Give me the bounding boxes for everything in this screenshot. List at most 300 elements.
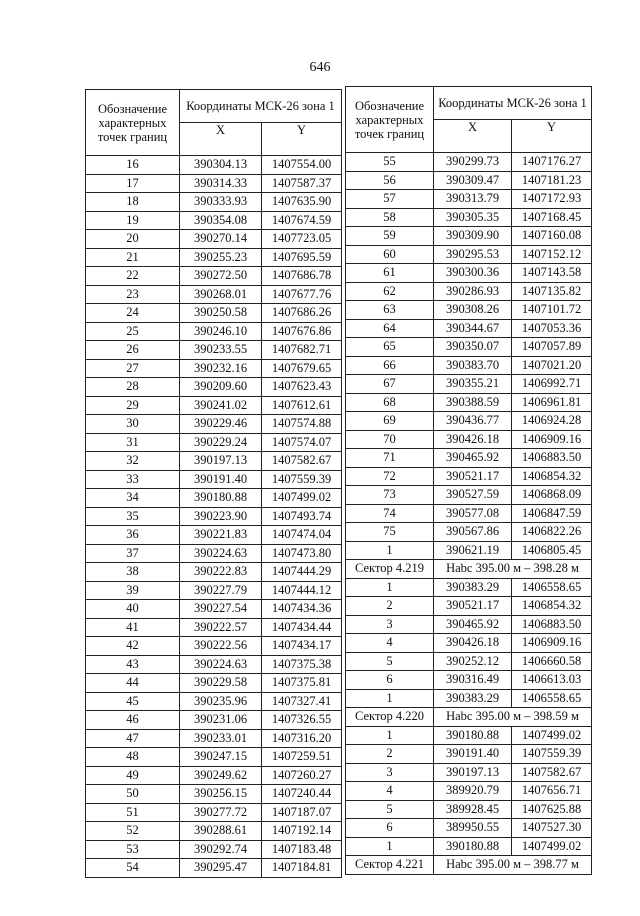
y-coordinate-cell: 1407625.88 — [512, 800, 592, 819]
point-id-cell: 4 — [346, 634, 434, 653]
y-coordinate-cell: 1407674.59 — [262, 211, 342, 230]
sector-row — [346, 856, 592, 875]
table-row — [346, 412, 592, 431]
x-coordinate-cell: 390209.60 — [180, 378, 262, 397]
table-row — [86, 433, 342, 452]
table-row — [346, 800, 592, 819]
point-id-cell: 43 — [86, 655, 180, 674]
altitude-range-cell: Нabc 395.00 м – 398.77 м — [434, 856, 592, 875]
point-id-cell: 42 — [86, 637, 180, 656]
y-coordinate-cell: 1407053.36 — [512, 319, 592, 338]
table-row — [86, 174, 342, 193]
x-coordinate-cell: 390309.47 — [434, 171, 512, 190]
table-row — [346, 208, 592, 227]
y-coordinate-cell: 1407444.29 — [262, 563, 342, 582]
y-coordinate-cell: 1407434.17 — [262, 637, 342, 656]
table-row — [346, 819, 592, 838]
table-row — [346, 245, 592, 264]
y-coordinate-cell: 1407375.38 — [262, 655, 342, 674]
y-coordinate-cell: 1406805.45 — [512, 541, 592, 560]
table-row — [346, 504, 592, 523]
sector-name-cell: Сектор 4.219 — [346, 560, 434, 579]
y-coordinate-cell: 1407679.65 — [262, 359, 342, 378]
y-coordinate-cell: 1407326.55 — [262, 711, 342, 730]
y-coordinate-cell: 1406992.71 — [512, 375, 592, 394]
point-id-cell: 71 — [346, 449, 434, 468]
point-id-cell: 29 — [86, 396, 180, 415]
y-coordinate-cell: 1407168.45 — [512, 208, 592, 227]
y-coordinate-cell: 1407183.48 — [262, 840, 342, 859]
y-coordinate-cell: 1407327.41 — [262, 692, 342, 711]
table-row — [86, 785, 342, 804]
table-row — [346, 171, 592, 190]
y-coordinate-cell: 1407723.05 — [262, 230, 342, 249]
x-coordinate-cell: 390333.93 — [180, 193, 262, 212]
y-coordinate-cell: 1407554.00 — [262, 156, 342, 175]
x-coordinate-cell: 390223.90 — [180, 507, 262, 526]
x-coordinate-cell: 390272.50 — [180, 267, 262, 286]
y-coordinate-cell: 1406613.03 — [512, 671, 592, 690]
point-id-cell: 38 — [86, 563, 180, 582]
table-row — [86, 526, 342, 545]
altitude-range-cell: Нabc 395.00 м – 398.28 м — [434, 560, 592, 579]
y-coordinate-cell: 1407375.81 — [262, 674, 342, 693]
y-coordinate-cell: 1407260.27 — [262, 766, 342, 785]
y-coordinate-cell: 1407559.39 — [262, 470, 342, 489]
point-id-cell: 6 — [346, 671, 434, 690]
x-coordinate-cell: 390383.29 — [434, 689, 512, 708]
table-row — [86, 618, 342, 637]
x-coordinate-cell: 390426.18 — [434, 634, 512, 653]
x-coordinate-cell: 390465.92 — [434, 615, 512, 634]
x-coordinate-cell: 390255.23 — [180, 248, 262, 267]
table-row — [86, 822, 342, 841]
y-coordinate-cell: 1407574.07 — [262, 433, 342, 452]
point-id-cell: 5 — [346, 652, 434, 671]
table-row — [346, 671, 592, 690]
x-coordinate-cell: 390292.74 — [180, 840, 262, 859]
y-coordinate-cell: 1406660.58 — [512, 652, 592, 671]
x-coordinate-cell: 390383.29 — [434, 578, 512, 597]
x-coordinate-cell: 390621.19 — [434, 541, 512, 560]
point-designation-header: Обозначение характерных точек границ — [346, 87, 434, 153]
y-coordinate-cell: 1407582.67 — [262, 452, 342, 471]
x-coordinate-cell: 390197.13 — [434, 763, 512, 782]
y-coordinate-cell: 1407682.71 — [262, 341, 342, 360]
table-row — [346, 689, 592, 708]
point-id-cell: 30 — [86, 415, 180, 434]
point-id-cell: 48 — [86, 748, 180, 767]
x-coordinate-cell: 390191.40 — [434, 745, 512, 764]
point-designation-header: Обозначение характерных точек границ — [86, 90, 180, 156]
point-id-cell: 49 — [86, 766, 180, 785]
y-coordinate-cell: 1406909.16 — [512, 634, 592, 653]
y-coordinate-cell: 1407176.27 — [512, 153, 592, 172]
y-column-header: Y — [512, 120, 592, 153]
x-coordinate-cell: 390229.46 — [180, 415, 262, 434]
coordinates-table-right — [345, 86, 592, 875]
x-coordinate-cell: 390227.54 — [180, 600, 262, 619]
x-coordinate-cell: 389950.55 — [434, 819, 512, 838]
table-row — [86, 803, 342, 822]
table-row — [346, 837, 592, 856]
y-coordinate-cell: 1407152.12 — [512, 245, 592, 264]
table-row — [86, 248, 342, 267]
x-coordinate-cell: 390232.16 — [180, 359, 262, 378]
point-id-cell: 61 — [346, 264, 434, 283]
y-coordinate-cell: 1407316.20 — [262, 729, 342, 748]
point-id-cell: 1 — [346, 541, 434, 560]
x-coordinate-cell: 390286.93 — [434, 282, 512, 301]
x-coordinate-cell: 390224.63 — [180, 655, 262, 674]
table-body-right — [346, 153, 592, 875]
point-id-cell: 57 — [346, 190, 434, 209]
point-id-cell: 47 — [86, 729, 180, 748]
point-id-cell: 51 — [86, 803, 180, 822]
x-coordinate-cell: 390222.57 — [180, 618, 262, 637]
x-coordinate-cell: 390224.63 — [180, 544, 262, 563]
y-coordinate-cell: 1407259.51 — [262, 748, 342, 767]
point-id-cell: 74 — [346, 504, 434, 523]
x-coordinate-cell: 390309.90 — [434, 227, 512, 246]
y-coordinate-cell: 1407527.30 — [512, 819, 592, 838]
table-row — [346, 449, 592, 468]
table-row — [346, 430, 592, 449]
x-coordinate-cell: 390305.35 — [434, 208, 512, 227]
table-row — [346, 301, 592, 320]
point-id-cell: 31 — [86, 433, 180, 452]
x-coordinate-cell: 390277.72 — [180, 803, 262, 822]
sector-name-cell: Сектор 4.221 — [346, 856, 434, 875]
y-coordinate-cell: 1407143.58 — [512, 264, 592, 283]
point-id-cell: 45 — [86, 692, 180, 711]
y-coordinate-cell: 1407587.37 — [262, 174, 342, 193]
y-coordinate-cell: 1407686.26 — [262, 304, 342, 323]
point-id-cell: 66 — [346, 356, 434, 375]
x-coordinate-cell: 390577.08 — [434, 504, 512, 523]
x-coordinate-cell: 390288.61 — [180, 822, 262, 841]
sector-name-cell: Сектор 4.220 — [346, 708, 434, 727]
point-id-cell: 36 — [86, 526, 180, 545]
y-coordinate-cell: 1407474.04 — [262, 526, 342, 545]
table-row — [346, 153, 592, 172]
point-id-cell: 40 — [86, 600, 180, 619]
y-coordinate-cell: 1406558.65 — [512, 689, 592, 708]
table-row — [346, 652, 592, 671]
table-row — [86, 230, 342, 249]
point-id-cell: 3 — [346, 763, 434, 782]
point-id-cell: 18 — [86, 193, 180, 212]
point-id-cell: 24 — [86, 304, 180, 323]
y-coordinate-cell: 1407192.14 — [262, 822, 342, 841]
table-row — [86, 729, 342, 748]
y-coordinate-cell: 1407434.44 — [262, 618, 342, 637]
point-id-cell: 6 — [346, 819, 434, 838]
x-coordinate-cell: 390304.13 — [180, 156, 262, 175]
table-row — [86, 674, 342, 693]
table-row — [86, 304, 342, 323]
x-coordinate-cell: 390295.53 — [434, 245, 512, 264]
y-coordinate-cell: 1407057.89 — [512, 338, 592, 357]
x-coordinate-cell: 390350.07 — [434, 338, 512, 357]
x-coordinate-cell: 390231.06 — [180, 711, 262, 730]
x-coordinate-cell: 390314.33 — [180, 174, 262, 193]
point-id-cell: 5 — [346, 800, 434, 819]
x-coordinate-cell: 390221.83 — [180, 526, 262, 545]
point-id-cell: 63 — [346, 301, 434, 320]
table-row — [86, 359, 342, 378]
y-coordinate-cell: 1406883.50 — [512, 615, 592, 634]
x-coordinate-cell: 390426.18 — [434, 430, 512, 449]
x-coordinate-cell: 390233.55 — [180, 341, 262, 360]
table-row — [86, 581, 342, 600]
x-coordinate-cell: 390436.77 — [434, 412, 512, 431]
x-coordinate-cell: 390229.24 — [180, 433, 262, 452]
point-id-cell: 68 — [346, 393, 434, 412]
y-coordinate-cell: 1407559.39 — [512, 745, 592, 764]
point-id-cell: 64 — [346, 319, 434, 338]
point-id-cell: 52 — [86, 822, 180, 841]
x-coordinate-cell: 390229.58 — [180, 674, 262, 693]
y-coordinate-cell: 1407172.93 — [512, 190, 592, 209]
point-id-cell: 21 — [86, 248, 180, 267]
y-coordinate-cell: 1406822.26 — [512, 523, 592, 542]
point-id-cell: 72 — [346, 467, 434, 486]
x-coordinate-cell: 390344.67 — [434, 319, 512, 338]
y-coordinate-cell: 1407493.74 — [262, 507, 342, 526]
y-coordinate-cell: 1407135.82 — [512, 282, 592, 301]
point-id-cell: 54 — [86, 859, 180, 878]
point-id-cell: 37 — [86, 544, 180, 563]
y-coordinate-cell: 1406854.32 — [512, 467, 592, 486]
table-row — [346, 190, 592, 209]
y-coordinate-cell: 1407677.76 — [262, 285, 342, 304]
table-row — [86, 544, 342, 563]
point-id-cell: 55 — [346, 153, 434, 172]
x-coordinate-cell: 390567.86 — [434, 523, 512, 542]
point-id-cell: 67 — [346, 375, 434, 394]
y-coordinate-cell: 1406854.32 — [512, 597, 592, 616]
table-row — [346, 745, 592, 764]
table-row — [86, 211, 342, 230]
point-id-cell: 35 — [86, 507, 180, 526]
y-coordinate-cell: 1407656.71 — [512, 782, 592, 801]
y-coordinate-cell: 1407612.61 — [262, 396, 342, 415]
x-coordinate-cell: 390222.56 — [180, 637, 262, 656]
table-row — [86, 600, 342, 619]
coordinates-table-left — [85, 89, 342, 878]
x-coordinate-cell: 390180.88 — [434, 837, 512, 856]
page-number: 646 — [309, 60, 331, 75]
x-coordinate-cell: 390299.73 — [434, 153, 512, 172]
point-id-cell: 1 — [346, 726, 434, 745]
y-coordinate-cell: 1407499.02 — [262, 489, 342, 508]
table-row — [346, 578, 592, 597]
x-coordinate-cell: 390295.47 — [180, 859, 262, 878]
point-id-cell: 26 — [86, 341, 180, 360]
x-coordinate-cell: 390268.01 — [180, 285, 262, 304]
y-coordinate-cell: 1407635.90 — [262, 193, 342, 212]
table-row — [86, 507, 342, 526]
point-id-cell: 2 — [346, 597, 434, 616]
point-id-cell: 28 — [86, 378, 180, 397]
sector-row — [346, 560, 592, 579]
point-id-cell: 56 — [346, 171, 434, 190]
y-coordinate-cell: 1406558.65 — [512, 578, 592, 597]
table-row — [346, 319, 592, 338]
x-coordinate-cell: 390249.62 — [180, 766, 262, 785]
x-coordinate-cell: 390235.96 — [180, 692, 262, 711]
x-coordinate-cell: 390300.36 — [434, 264, 512, 283]
y-coordinate-cell: 1407686.78 — [262, 267, 342, 286]
y-coordinate-cell: 1406961.81 — [512, 393, 592, 412]
point-id-cell: 58 — [346, 208, 434, 227]
point-id-cell: 17 — [86, 174, 180, 193]
table-row — [86, 341, 342, 360]
table-row — [346, 523, 592, 542]
x-coordinate-cell: 390527.59 — [434, 486, 512, 505]
x-coordinate-cell: 390308.26 — [434, 301, 512, 320]
point-id-cell: 32 — [86, 452, 180, 471]
point-id-cell: 46 — [86, 711, 180, 730]
x-coordinate-cell: 390191.40 — [180, 470, 262, 489]
x-coordinate-cell: 390521.17 — [434, 597, 512, 616]
table-row — [346, 264, 592, 283]
point-id-cell: 50 — [86, 785, 180, 804]
table-row — [86, 322, 342, 341]
x-column-header: X — [180, 123, 262, 156]
x-coordinate-cell: 390465.92 — [434, 449, 512, 468]
table-row — [86, 748, 342, 767]
table-row — [86, 655, 342, 674]
x-coordinate-cell: 390316.49 — [434, 671, 512, 690]
y-coordinate-cell: 1407473.80 — [262, 544, 342, 563]
point-id-cell: 1 — [346, 578, 434, 597]
y-coordinate-cell: 1406883.50 — [512, 449, 592, 468]
x-coordinate-cell: 390355.21 — [434, 375, 512, 394]
point-id-cell: 62 — [346, 282, 434, 301]
table-row — [86, 766, 342, 785]
table-row — [346, 282, 592, 301]
table-row — [346, 375, 592, 394]
table-row — [86, 859, 342, 878]
point-id-cell: 53 — [86, 840, 180, 859]
x-coordinate-cell: 390521.17 — [434, 467, 512, 486]
point-id-cell: 19 — [86, 211, 180, 230]
x-coordinate-cell: 390250.58 — [180, 304, 262, 323]
table-row — [86, 470, 342, 489]
table-row — [346, 782, 592, 801]
point-id-cell: 1 — [346, 837, 434, 856]
x-coordinate-cell: 390270.14 — [180, 230, 262, 249]
point-id-cell: 44 — [86, 674, 180, 693]
table-row — [86, 396, 342, 415]
y-coordinate-cell: 1407695.59 — [262, 248, 342, 267]
y-coordinate-cell: 1407187.07 — [262, 803, 342, 822]
point-id-cell: 73 — [346, 486, 434, 505]
x-coordinate-cell: 390180.88 — [434, 726, 512, 745]
x-coordinate-cell: 389920.79 — [434, 782, 512, 801]
point-id-cell: 59 — [346, 227, 434, 246]
table-row — [86, 840, 342, 859]
point-id-cell: 70 — [346, 430, 434, 449]
x-coordinate-cell: 390222.83 — [180, 563, 262, 582]
x-coordinate-cell: 390246.10 — [180, 322, 262, 341]
y-coordinate-cell: 1406909.16 — [512, 430, 592, 449]
x-coordinate-cell: 389928.45 — [434, 800, 512, 819]
point-id-cell: 69 — [346, 412, 434, 431]
x-column-header: X — [434, 120, 512, 153]
point-id-cell: 16 — [86, 156, 180, 175]
point-id-cell: 33 — [86, 470, 180, 489]
table-row — [86, 378, 342, 397]
x-coordinate-cell: 390241.02 — [180, 396, 262, 415]
point-id-cell: 22 — [86, 267, 180, 286]
table-row — [346, 763, 592, 782]
y-coordinate-cell: 1407574.88 — [262, 415, 342, 434]
table-row — [86, 267, 342, 286]
table-row — [86, 563, 342, 582]
y-coordinate-cell: 1407499.02 — [512, 726, 592, 745]
x-coordinate-cell: 390233.01 — [180, 729, 262, 748]
y-column-header: Y — [262, 123, 342, 156]
table-row — [346, 486, 592, 505]
point-id-cell: 2 — [346, 745, 434, 764]
point-id-cell: 41 — [86, 618, 180, 637]
x-coordinate-cell: 390197.13 — [180, 452, 262, 471]
table-row — [346, 393, 592, 412]
x-coordinate-cell: 390247.15 — [180, 748, 262, 767]
y-coordinate-cell: 1407623.43 — [262, 378, 342, 397]
point-id-cell: 34 — [86, 489, 180, 508]
table-row — [86, 285, 342, 304]
point-id-cell: 1 — [346, 689, 434, 708]
x-coordinate-cell: 390256.15 — [180, 785, 262, 804]
table-row — [346, 338, 592, 357]
y-coordinate-cell: 1406868.09 — [512, 486, 592, 505]
x-coordinate-cell: 390180.88 — [180, 489, 262, 508]
y-coordinate-cell: 1406924.28 — [512, 412, 592, 431]
table-body-left — [86, 156, 342, 878]
y-coordinate-cell: 1407101.72 — [512, 301, 592, 320]
y-coordinate-cell: 1407444.12 — [262, 581, 342, 600]
y-coordinate-cell: 1407160.08 — [512, 227, 592, 246]
sector-row — [346, 708, 592, 727]
table-row — [346, 634, 592, 653]
y-coordinate-cell: 1407021.20 — [512, 356, 592, 375]
table-row — [86, 452, 342, 471]
x-coordinate-cell: 390383.70 — [434, 356, 512, 375]
table-row — [346, 356, 592, 375]
y-coordinate-cell: 1407434.36 — [262, 600, 342, 619]
table-row — [86, 193, 342, 212]
x-coordinate-cell: 390313.79 — [434, 190, 512, 209]
coordinates-header: Координаты МСК-26 зона 1 — [434, 87, 592, 120]
point-id-cell: 4 — [346, 782, 434, 801]
point-id-cell: 25 — [86, 322, 180, 341]
x-coordinate-cell: 390354.08 — [180, 211, 262, 230]
point-id-cell: 39 — [86, 581, 180, 600]
point-id-cell: 75 — [346, 523, 434, 542]
table-row — [346, 726, 592, 745]
table-row — [86, 637, 342, 656]
altitude-range-cell: Нabc 395.00 м – 398.59 м — [434, 708, 592, 727]
x-coordinate-cell: 390388.59 — [434, 393, 512, 412]
table-row — [346, 467, 592, 486]
y-coordinate-cell: 1407499.02 — [512, 837, 592, 856]
point-id-cell: 3 — [346, 615, 434, 634]
point-id-cell: 60 — [346, 245, 434, 264]
